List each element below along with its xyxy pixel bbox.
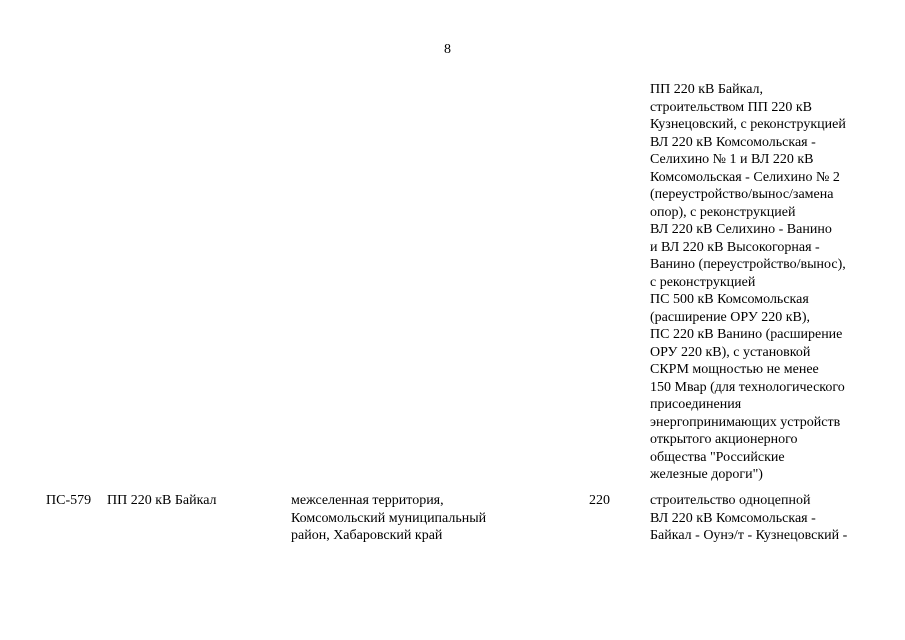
description-line: Ванино (переустройство/вынос), <box>650 257 846 272</box>
description-line: (переустройство/вынос/замена <box>650 187 834 202</box>
description-line: открытого акционерного <box>650 432 798 447</box>
description-line: опор), с реконструкцией <box>650 204 796 220</box>
description-line: энергопринимающих устройств <box>650 414 841 430</box>
description-line: ВЛ 220 кВ Комсомольская - <box>650 510 816 526</box>
description-line: общества "Российские <box>650 449 785 465</box>
description-line: строительство одноцепной <box>650 493 811 508</box>
description-line: 150 Мвар (для технологического <box>650 379 845 395</box>
description-line: Байкал - Оунэ/т - Кузнецовский - <box>650 528 848 543</box>
description-line: Комсомольская - Селихино № 2 <box>650 169 840 185</box>
location-cell <box>291 492 486 545</box>
substation-code-cell: ПС-579 <box>46 493 92 508</box>
substation-name-cell: ПП 220 кВ Байкал <box>107 493 217 508</box>
description-line: ПС 500 кВ Комсомольская <box>650 292 809 307</box>
location-line: Комсомольский муниципальный <box>291 510 487 526</box>
description-line: СКРМ мощностью не менее <box>650 362 819 377</box>
description-line: (расширение ОРУ 220 кВ), <box>650 309 811 325</box>
location-line: район, Хабаровский край <box>291 528 443 543</box>
description-line: ПС 220 кВ Ванино (расширение <box>650 327 843 342</box>
description-line: ВЛ 220 кВ Селихино - Ванино <box>650 222 832 237</box>
location-line: межселенная территория, <box>291 493 444 508</box>
description-line: Кузнецовский, с реконструкцией <box>650 117 846 132</box>
description-line: железные дороги") <box>650 467 763 482</box>
description-line: Селихино № 1 и ВЛ 220 кВ <box>650 152 814 167</box>
page-number: 8 <box>444 42 451 57</box>
continued-description-cell <box>650 81 846 484</box>
description-line: присоединения <box>650 397 742 412</box>
description-line: с реконструкцией <box>650 274 756 290</box>
description-cell <box>650 492 847 545</box>
description-line: ВЛ 220 кВ Комсомольская - <box>650 134 816 150</box>
voltage-cell: 220 <box>589 493 610 508</box>
description-line: и ВЛ 220 кВ Высокогорная - <box>650 239 820 255</box>
description-line: ОРУ 220 кВ), с установкой <box>650 344 811 360</box>
description-line: строительством ПП 220 кВ <box>650 99 812 115</box>
description-line: ПП 220 кВ Байкал, <box>650 82 764 97</box>
